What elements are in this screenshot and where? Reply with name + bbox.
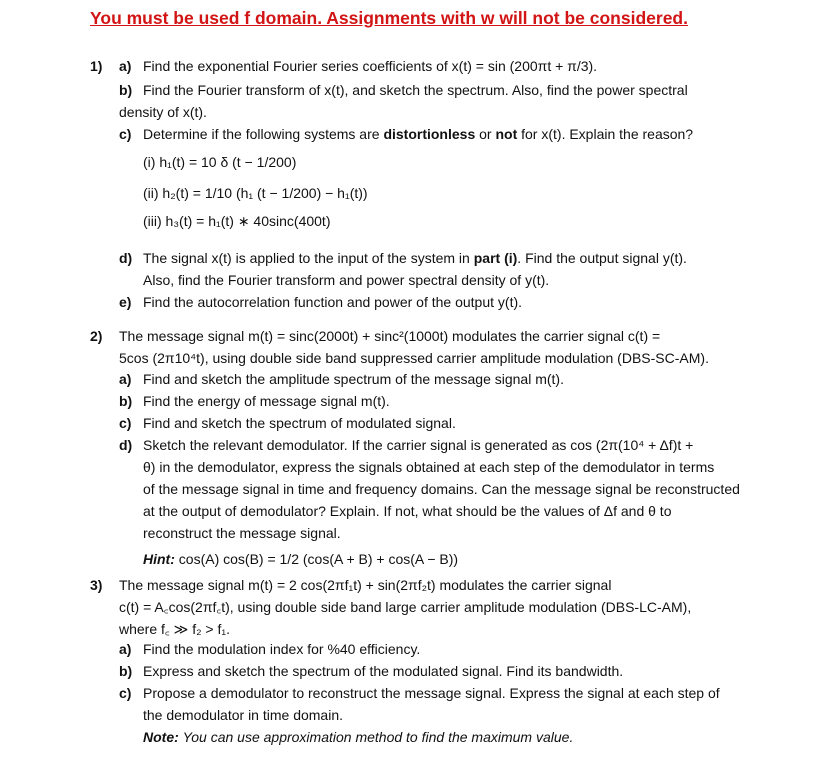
q1-c-pre: Determine if the following systems are [143, 126, 384, 142]
q3-intro-line1: The message signal m(t) = 2 cos(2πf₁t) + sin(2πf₂t) modulates the carrier signal [119, 577, 612, 593]
q1-d-line2: Also, find the Fourier transform and power spectral density of y(t). [143, 272, 550, 288]
q1-e-text: Find the autocorrelation function and power of the output y(t). [143, 294, 523, 310]
q1-c-not: not [495, 126, 518, 142]
question-3-number: 3) [90, 577, 103, 593]
q3-note-text: You can use approximation method to find the maximum value. [182, 729, 574, 745]
q3-c-line1: Propose a demodulator to reconstruct the message signal. Express the signal at each step of [143, 685, 720, 701]
q2-intro-line1: The message signal m(t) = sinc(2000t) + sinc²(1000t) modulates the carrier signal c(t) = [119, 328, 661, 344]
q3-note-label: Note: [143, 729, 179, 745]
q3-c-line2: the demodulator in time domain. [143, 707, 343, 723]
q1-c-iii: (iii) h₃(t) = h₁(t) ∗ 40sinc(400t) [143, 213, 331, 229]
q3-c-label: c) [119, 685, 132, 701]
q2-c-label: c) [119, 415, 132, 431]
q1-d-pre: The signal x(t) is applied to the input of the system in [143, 250, 474, 266]
q1-e-label: e) [119, 294, 132, 310]
q1-d-line1 [143, 248, 687, 268]
q1-c-i: (i) h₁(t) = 10 δ (t − 1/200) [143, 154, 297, 170]
q1-c-label: c) [119, 126, 132, 142]
q1-b-line1: Find the Fourier transform of x(t), and sketch the spectrum. Also, find the power spectral [143, 82, 688, 98]
q2-d-line1: Sketch the relevant demodulator. If the carrier signal is generated as cos (2π(10⁴ + Δf)t + [143, 437, 694, 453]
q2-hint [143, 549, 458, 569]
q2-b-text: Find the energy of message signal m(t). [143, 393, 390, 409]
q1-d-post: . Find the output signal y(t). [517, 250, 687, 266]
question-1-number: 1) [90, 58, 103, 74]
q1-b-line2: density of x(t). [119, 104, 207, 120]
q2-d-line5: reconstruct the message signal. [143, 525, 341, 541]
q2-a-label: a) [119, 371, 132, 387]
q3-b-label: b) [119, 663, 133, 679]
q1-c-text [143, 124, 693, 144]
q2-d-label: d) [119, 437, 133, 453]
q2-hint-label: Hint: [143, 551, 175, 567]
q2-intro-line2: 5cos (2π10⁴t), using double side band suppressed carrier amplitude modulation (DBS-SC-AM). [119, 350, 709, 366]
q1-c-ii: (ii) h₂(t) = 1/10 (h₁ (t − 1/200) − h₁(t)) [143, 185, 368, 201]
q1-b-label: b) [119, 82, 133, 98]
page-title: You must be used f domain. Assignments with w will not be considered. [90, 8, 688, 28]
q3-a-label: a) [119, 641, 132, 657]
q3-b-text: Express and sketch the spectrum of the modulated signal. Find its bandwidth. [143, 663, 624, 679]
q1-d-label: d) [119, 250, 133, 266]
q3-a-text: Find the modulation index for %40 efficiency. [143, 641, 421, 657]
q1-a-text: Find the exponential Fourier series coefficients of x(t) = sin (200πt + π/3). [143, 58, 598, 74]
question-2-number: 2) [90, 328, 103, 344]
q2-b-label: b) [119, 393, 133, 409]
q3-intro-line2: c(t) = A꜀cos(2πf꜀t), using double side band large carrier amplitude modulation (DBS-LC-AM), [119, 599, 692, 615]
q3-note [143, 727, 573, 747]
q1-a-label: a) [119, 58, 132, 74]
q1-c-distortionless: distortionless [383, 126, 476, 142]
q1-c-mid: or [475, 126, 496, 142]
q2-d-line4: at the output of demodulator? Explain. If not, what should be the values of Δf and θ to [143, 503, 672, 519]
q3-intro-line3: where f꜀ ≫ f₂ > f₁. [119, 621, 230, 637]
q2-c-text: Find and sketch the spectrum of modulated signal. [143, 415, 456, 431]
q2-d-line3: of the message signal in time and frequency domains. Can the message signal be reconstructed [143, 481, 740, 497]
q2-a-text: Find and sketch the amplitude spectrum of the message signal m(t). [143, 371, 564, 387]
q2-hint-formula: cos(A) cos(B) = 1/2 (cos(A + B) + cos(A − B)) [178, 551, 459, 567]
q2-d-line2: θ) in the demodulator, express the signals obtained at each step of the demodulator in terms [143, 459, 715, 475]
q1-d-part-i: part (i) [473, 250, 518, 266]
q1-c-post: for x(t). Explain the reason? [517, 126, 694, 142]
